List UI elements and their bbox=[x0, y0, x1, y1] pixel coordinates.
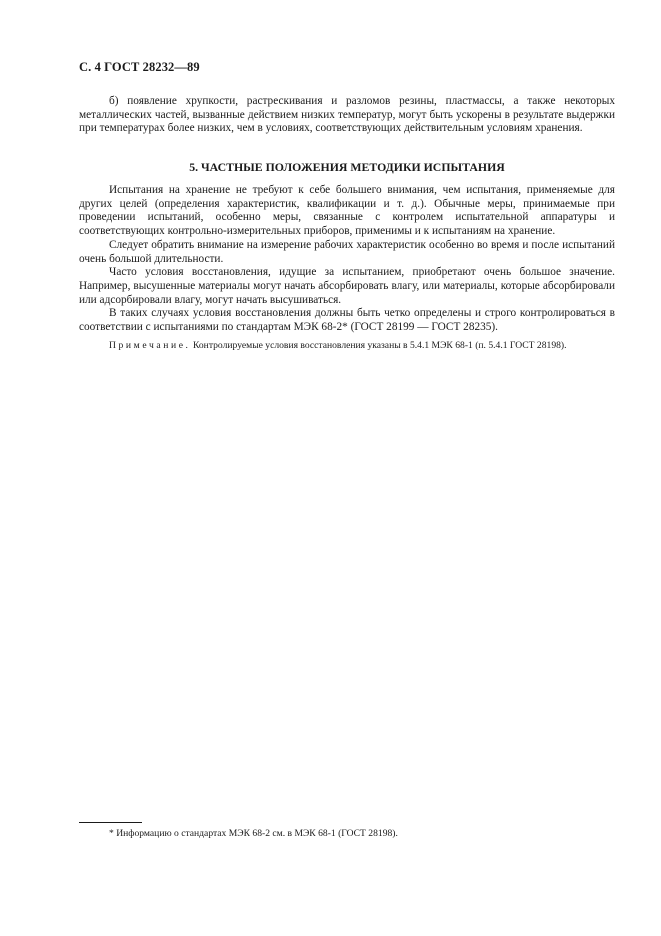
section-body bbox=[79, 184, 615, 335]
note bbox=[79, 340, 615, 352]
note-text: Контролируемые условия восстановления указаны в 5.4.1 МЭК 68-1 (п. 5.4.1 ГОСТ 28198). bbox=[192, 340, 567, 351]
section-title: 5. ЧАСТНЫЕ ПОЛОЖЕНИЯ МЕТОДИКИ ИСПЫТАНИЯ bbox=[189, 160, 505, 174]
intro-item-block bbox=[79, 95, 615, 136]
section-paragraph: Часто условия восстановления, идущие за испытанием, приобретают очень большое значение. Например, высушенные материалы могут начать абсорбировать влагу, или материалы, которые абсорбировали или адсорбировали влагу, могут начать высушиваться. bbox=[79, 266, 615, 306]
section-paragraph: Следует обратить внимание на измерение рабочих характеристик особенно во время и после испытаний очень большой длительности. bbox=[79, 238, 615, 265]
footnote: * Информацию о стандартах МЭК 68-2 см. в МЭК 68-1 (ГОСТ 28198). bbox=[109, 828, 398, 839]
footnote-divider bbox=[79, 822, 142, 823]
note-label: Примечание. bbox=[109, 340, 191, 351]
section-paragraph: В таких случаях условия восстановления должны быть четко определены и строго контролироваться в соответствии с испытаниями по стандартам МЭК 68-2* (ГОСТ 28199 — ГОСТ 28235). bbox=[79, 307, 615, 334]
section-paragraph: Испытания на хранение не требуют к себе большего внимания, чем испытания, применяемые для других целей (определения характеристик, квалификации и т. д.). Обычные меры, принимаемые при проведении испытаний, особенно меры, связанные с контролем испытательной аппаратуры и соответствующих контрольно-измерительных приборов, применимы и к испытаниям на хранение. bbox=[79, 184, 615, 238]
page-header: С. 4 ГОСТ 28232—89 bbox=[79, 60, 200, 74]
intro-item-paragraph: б) появление хрупкости, растрескивания и разломов резины, пластмассы, а также некоторых металлических частей, вызванные действием низких температур, могут быть ускорены в результате выдержки при температурах более низких, чем в условиях, соответствующих действительным условиям хранения. bbox=[79, 95, 615, 135]
